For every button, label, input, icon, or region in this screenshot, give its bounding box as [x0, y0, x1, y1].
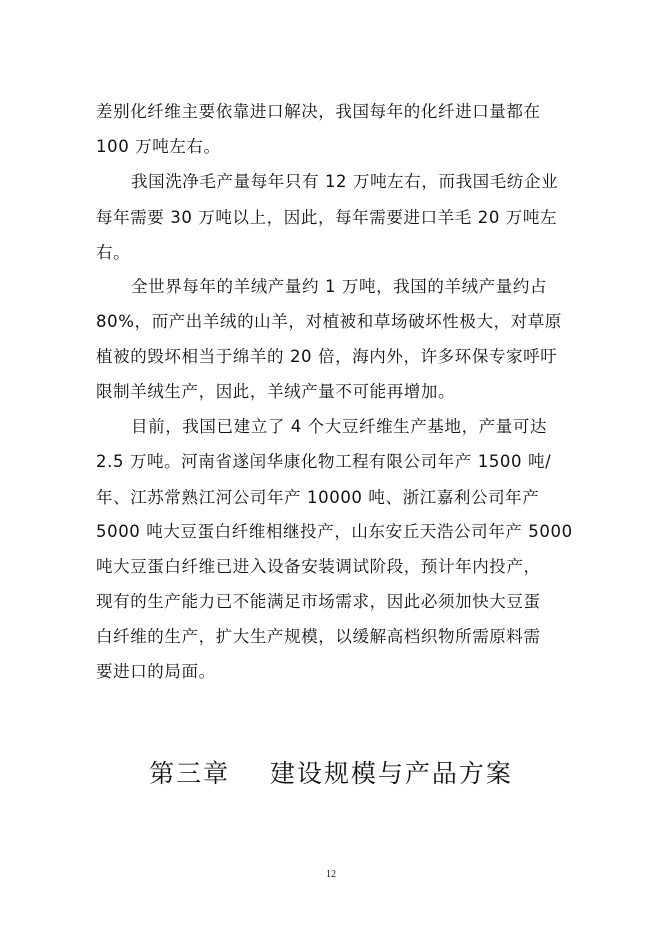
paragraph-2-line-1: 我国洗净毛产量每年只有 12 万吨左右，而我国毛纺企业 [131, 172, 559, 191]
paragraph-1-line-2: 100 万吨左右。 [96, 137, 221, 156]
paragraph-4-line-6: 现有的生产能力已不能满足市场需求，因此必须加快大豆蛋 [96, 592, 541, 611]
paragraph-2-line-3: 右。 [96, 243, 131, 262]
paragraph-4-line-2: 2.5 万吨。河南省遂闰华康化物工程有限公司年产 1500 吨/ [96, 452, 552, 471]
paragraph-3-line-4: 限制羊绒生产，因此，羊绒产量不可能再增加。 [96, 382, 456, 401]
paragraph-2-line-2: 每年需要 30 万吨以上，因此，每年需要进口羊毛 20 万吨左 [96, 208, 558, 227]
paragraph-3-line-1: 全世界每年的羊绒产量约 1 万吨，我国的羊绒产量约占 [131, 277, 548, 296]
paragraph-4-line-8: 要进口的局面。 [96, 662, 216, 681]
paragraph-3-line-2: 80%，而产出羊绒的山羊，对植被和草场破坏性极大，对草原 [96, 312, 562, 331]
paragraph-4-line-3: 年、江苏常熟江河公司年产 10000 吨、浙江嘉利公司年产 [96, 488, 540, 507]
paragraph-3-line-3: 植被的毁坏相当于绵羊的 20 倍，海内外，许多环保专家呼吁 [96, 347, 558, 366]
paragraph-4-line-5: 吨大豆蛋白纤维已进入设备安装调试阶段，预计年内投产， [96, 557, 541, 576]
paragraph-1-line-1: 差别化纤维主要依靠进口解决，我国每年的化纤进口量都在 [96, 102, 541, 121]
page-number: 12 [326, 869, 336, 880]
paragraph-4-line-4: 5000 吨大豆蛋白纤维相继投产，山东安丘天浩公司年产 5000 [96, 522, 573, 541]
chapter-heading: 第三章 建设规模与产品方案 [149, 759, 513, 788]
paragraph-4-line-1: 目前，我国已建立了 4 个大豆纤维生产基地，产量可达 [131, 417, 548, 436]
paragraph-4-line-7: 白纤维的生产，扩大生产规模，以缓解高档织物所需原料需 [96, 627, 541, 646]
